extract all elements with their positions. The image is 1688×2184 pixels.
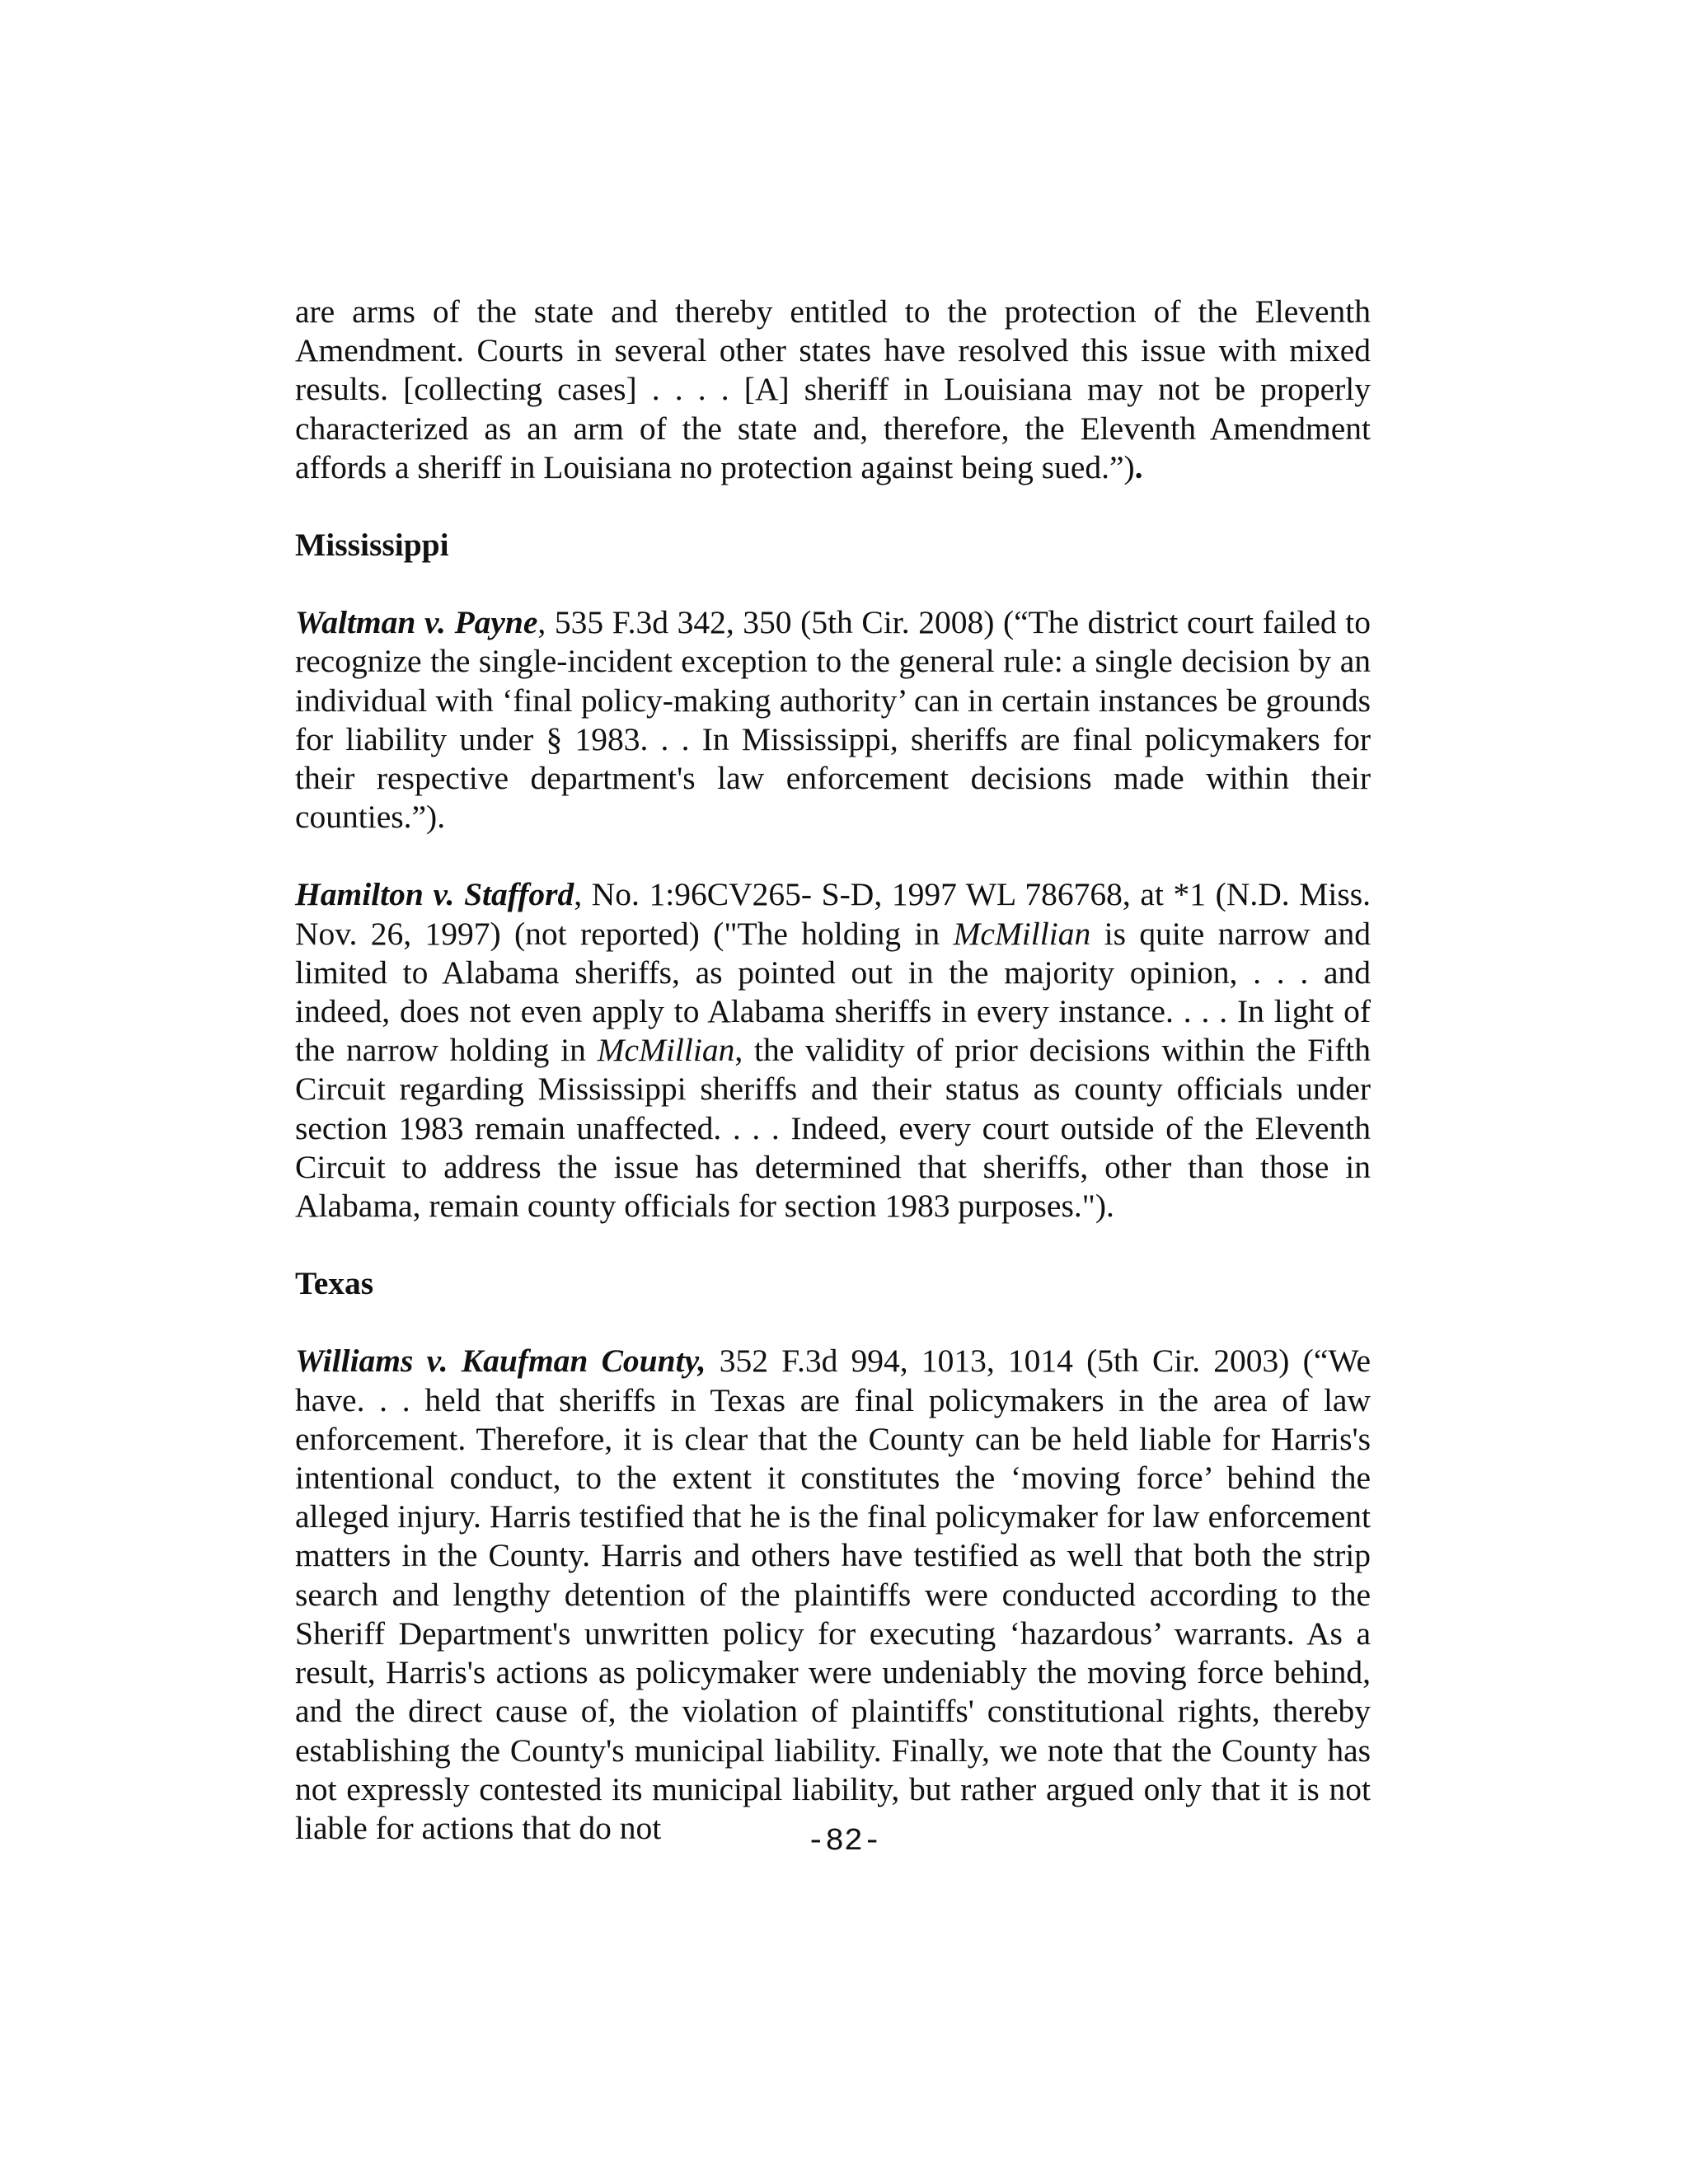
- case-text: , No. 1:96CV265- S-D, 1997 WL 786768, at *1 (N.D. Miss. Nov. 26, 1997) (not reported) ("The holding in: [295, 876, 1371, 952]
- case-name: Waltman v. Payne: [295, 604, 538, 641]
- case-text: 352 F.3d 994, 1013, 1014 (5th Cir. 2003) (“We have. . . held that sheriffs in Texas are final policymakers in the area of law enforcement. Therefore, it is clear that the County can be held liable for Harris's intentional conduct, to the extent it constitutes the ‘moving force’ behind the alleged injury. Harris testified that he is the final policymaker for law enforcement matters in the County. Harris and others have testified as well that both the strip search and lengthy detention of the plaintiffs were conducted according to the Sheriff Department's unwritten policy for executing ‘hazardous’ warrants. As a result, Harris's actions as policymaker were undeniably the moving force behind, and the direct cause of, the violation of plaintiffs' constitutional rights, thereby establishing the County's municipal liability. Finally, we note that the County has not expressly contested its municipal liability, but rather argued only that it is not liable for actions that do not: [295, 1343, 1371, 1846]
- case-text: , the validity of prior decisions within the Fifth Circuit regarding Mississippi sheriffs and their status as county officials under section 1983 remain unaffected. . . . Indeed, every court outside of the Eleventh Circuit to address the issue has determined that sheriffs, other than those in Alabama, remain county officials for section 1983 purposes.").: [295, 1032, 1372, 1225]
- case-italic-citation: McMillian: [597, 1032, 735, 1069]
- opening-paragraph-end: .: [1134, 448, 1143, 485]
- case-hamilton-v-stafford: [295, 875, 1371, 1226]
- section-heading-mississippi: Mississippi: [295, 527, 449, 564]
- case-williams-v-kaufman-county: [295, 1342, 1371, 1848]
- case-text: , 535 F.3d 342, 350 (5th Cir. 2008) (“The district court failed to recognize the single-incident exception to the general rule: a single decision by an individual with ‘final policy-making authority’ can in certain instances be grounds for liability under § 1983. . . In Mississippi, sheriffs are final policymakers for their respective department's law enforcement decisions made within their counties.”).: [295, 604, 1372, 836]
- case-name: Williams v. Kaufman County,: [295, 1343, 706, 1380]
- case-italic-citation: McMillian: [953, 915, 1091, 952]
- case-name: Hamilton v. Stafford: [295, 876, 574, 913]
- page-number: -82-: [806, 1824, 882, 1859]
- case-waltman-v-payne: [295, 603, 1371, 837]
- opening-paragraph-text: are arms of the state and thereby entitled to the protection of the Eleventh Amendment. Courts in several other states have resolved this issue with mixed results. [collecting cases] . . . . [A] sheriff in Louisiana may not be properly characterized as an arm of the state and, therefore, the Eleventh Amendment affords a sheriff in Louisiana no protection against being sued.”): [295, 293, 1371, 485]
- case-text: is quite narrow and limited to Alabama sheriffs, as pointed out in the majority opinion, . . . and indeed, does not even apply to Alabama sheriffs in every instance. . . . In light of the narrow holding in: [295, 915, 1371, 1069]
- document-page: [295, 293, 1371, 1848]
- section-heading-texas: Texas: [295, 1265, 374, 1302]
- opening-paragraph: [295, 293, 1371, 487]
